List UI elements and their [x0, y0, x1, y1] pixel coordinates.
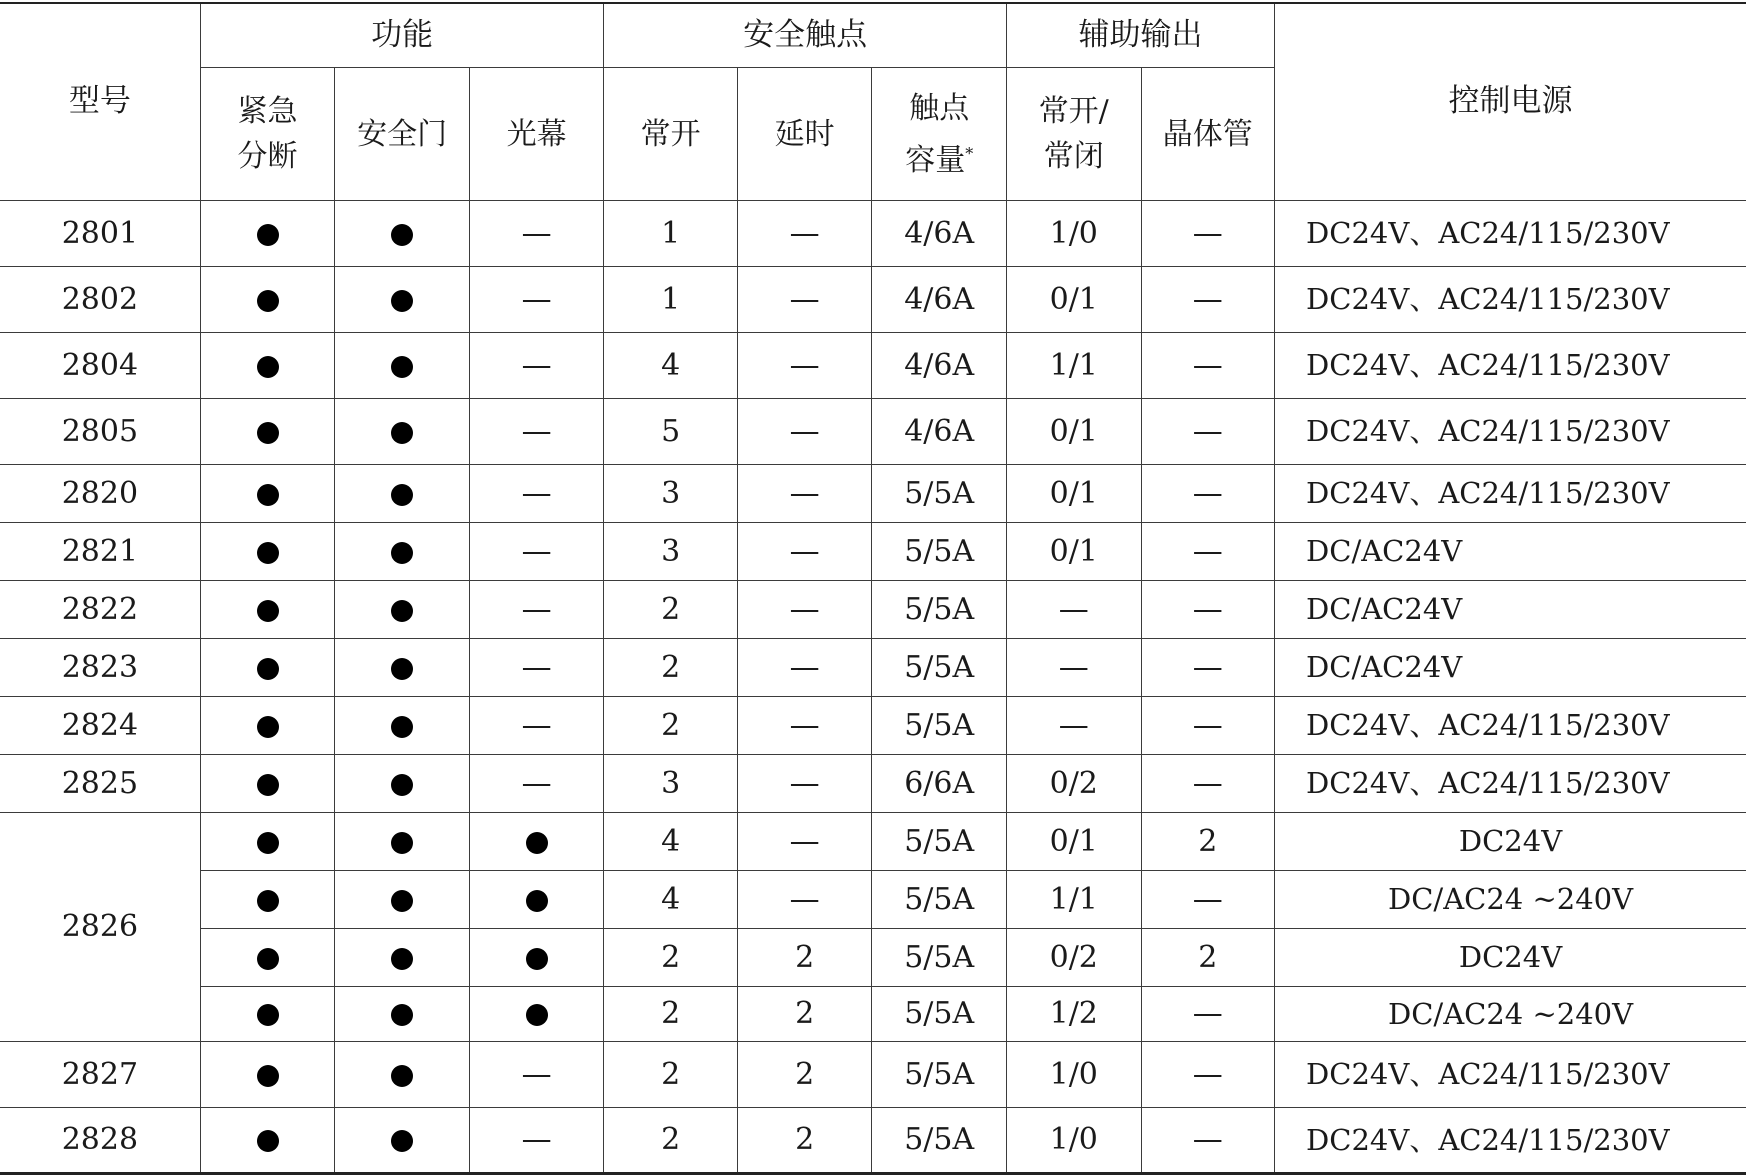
header-normally-open: 常开 — [604, 68, 738, 201]
aux-no-nc-cell: 0/1 — [1006, 267, 1141, 333]
footnote-mark: * — [965, 143, 974, 163]
table-row — [0, 201, 1746, 267]
light-curtain-cell — [469, 929, 604, 987]
delay-cell: — — [737, 755, 872, 813]
aux-no-nc-cell: 1/2 — [1006, 987, 1141, 1042]
control-power-cell: DC24V、AC24/115/230V — [1275, 755, 1746, 813]
capacity-cell: 4/6A — [872, 399, 1007, 465]
filled-dot-icon — [391, 290, 413, 312]
safety-door-cell — [335, 871, 470, 929]
safety-door-cell — [335, 581, 470, 639]
table-row — [0, 1108, 1746, 1174]
aux-no-nc-cell: 0/1 — [1006, 523, 1141, 581]
delay-cell: 2 — [737, 929, 872, 987]
aux-no-nc-cell: 0/1 — [1006, 813, 1141, 871]
filled-dot-icon — [391, 1130, 413, 1152]
transistor-cell: — — [1141, 465, 1275, 523]
table-row — [0, 333, 1746, 399]
delay-cell: — — [737, 465, 872, 523]
aux-no-nc-cell: 0/2 — [1006, 929, 1141, 987]
capacity-cell: 5/5A — [872, 987, 1007, 1042]
model-cell: 2827 — [0, 1042, 200, 1108]
aux-no-nc-cell: 1/1 — [1006, 333, 1141, 399]
filled-dot-icon — [257, 948, 279, 970]
filled-dot-icon — [391, 484, 413, 506]
transistor-cell: — — [1141, 697, 1275, 755]
safety-door-cell — [335, 697, 470, 755]
transistor-cell: 2 — [1141, 929, 1275, 987]
safety-door-cell — [335, 523, 470, 581]
header-aux-no-nc — [1006, 68, 1141, 201]
aux-no-nc-cell: 1/0 — [1006, 1108, 1141, 1174]
filled-dot-icon — [391, 356, 413, 378]
delay-cell: — — [737, 201, 872, 267]
filled-dot-icon — [257, 290, 279, 312]
control-power-cell: DC24V、AC24/115/230V — [1275, 1108, 1746, 1174]
aux-no-nc-cell: — — [1006, 639, 1141, 697]
header-safety-contacts-group: 安全触点 — [604, 3, 1007, 68]
table-row — [0, 987, 1746, 1042]
control-power-cell: DC/AC24V — [1275, 581, 1746, 639]
table-row — [0, 929, 1746, 987]
emergency-stop-cell — [200, 755, 335, 813]
normally-open-cell: 2 — [604, 1108, 738, 1174]
filled-dot-icon — [391, 1065, 413, 1087]
transistor-cell: — — [1141, 523, 1275, 581]
delay-cell: 2 — [737, 1108, 872, 1174]
transistor-cell: — — [1141, 1108, 1275, 1174]
filled-dot-icon — [391, 422, 413, 444]
table-row — [0, 813, 1746, 871]
filled-dot-icon — [257, 224, 279, 246]
safety-relay-spec-table — [0, 2, 1746, 1175]
delay-cell: 2 — [737, 1042, 872, 1108]
header-contact-capacity — [872, 68, 1007, 201]
model-cell: 2824 — [0, 697, 200, 755]
normally-open-cell: 1 — [604, 267, 738, 333]
delay-cell: — — [737, 697, 872, 755]
filled-dot-icon — [526, 832, 548, 854]
header-control-power: 控制电源 — [1275, 3, 1746, 201]
light-curtain-cell — [469, 871, 604, 929]
table-row — [0, 639, 1746, 697]
filled-dot-icon — [257, 890, 279, 912]
light-curtain-cell: — — [469, 755, 604, 813]
safety-door-cell — [335, 267, 470, 333]
safety-door-cell — [335, 987, 470, 1042]
normally-open-cell: 4 — [604, 333, 738, 399]
model-cell: 2822 — [0, 581, 200, 639]
control-power-cell: DC24V、AC24/115/230V — [1275, 333, 1746, 399]
filled-dot-icon — [391, 716, 413, 738]
filled-dot-icon — [391, 774, 413, 796]
transistor-cell: — — [1141, 581, 1275, 639]
safety-door-cell — [335, 1042, 470, 1108]
emergency-stop-cell — [200, 929, 335, 987]
safety-door-cell — [335, 755, 470, 813]
light-curtain-cell: — — [469, 581, 604, 639]
safety-door-cell — [335, 399, 470, 465]
aux-no-nc-cell: 1/0 — [1006, 201, 1141, 267]
normally-open-cell: 3 — [604, 465, 738, 523]
table-row — [0, 399, 1746, 465]
normally-open-cell: 2 — [604, 639, 738, 697]
control-power-cell: DC/AC24 ~240V — [1275, 871, 1746, 929]
header-model: 型号 — [0, 3, 200, 201]
filled-dot-icon — [391, 600, 413, 622]
light-curtain-cell: — — [469, 267, 604, 333]
light-curtain-cell: — — [469, 465, 604, 523]
capacity-cell: 4/6A — [872, 201, 1007, 267]
control-power-cell: DC24V、AC24/115/230V — [1275, 399, 1746, 465]
safety-door-cell — [335, 929, 470, 987]
transistor-cell: — — [1141, 755, 1275, 813]
table-row — [0, 1042, 1746, 1108]
table-row — [0, 465, 1746, 523]
capacity-cell: 5/5A — [872, 697, 1007, 755]
model-cell: 2802 — [0, 267, 200, 333]
filled-dot-icon — [257, 832, 279, 854]
table-row — [0, 267, 1746, 333]
table-body — [0, 201, 1746, 1174]
normally-open-cell: 2 — [604, 987, 738, 1042]
capacity-cell: 5/5A — [872, 581, 1007, 639]
emergency-stop-cell — [200, 639, 335, 697]
emergency-stop-cell — [200, 267, 335, 333]
light-curtain-cell: — — [469, 1042, 604, 1108]
light-curtain-cell — [469, 813, 604, 871]
control-power-cell: DC/AC24 ~240V — [1275, 987, 1746, 1042]
transistor-cell: — — [1141, 987, 1275, 1042]
control-power-cell: DC24V、AC24/115/230V — [1275, 697, 1746, 755]
delay-cell: — — [737, 333, 872, 399]
capacity-cell: 5/5A — [872, 871, 1007, 929]
table-row — [0, 871, 1746, 929]
normally-open-cell: 4 — [604, 813, 738, 871]
control-power-cell: DC/AC24V — [1275, 523, 1746, 581]
capacity-cell: 5/5A — [872, 465, 1007, 523]
filled-dot-icon — [257, 716, 279, 738]
safety-door-cell — [335, 1108, 470, 1174]
transistor-cell: 2 — [1141, 813, 1275, 871]
filled-dot-icon — [257, 422, 279, 444]
safety-door-cell — [335, 813, 470, 871]
light-curtain-cell — [469, 987, 604, 1042]
capacity-cell: 6/6A — [872, 755, 1007, 813]
filled-dot-icon — [391, 1004, 413, 1026]
capacity-cell: 4/6A — [872, 267, 1007, 333]
capacity-cell: 5/5A — [872, 929, 1007, 987]
normally-open-cell: 2 — [604, 1042, 738, 1108]
emergency-stop-cell — [200, 871, 335, 929]
header-emergency-line1: 紧急 — [237, 94, 298, 129]
model-cell: 2804 — [0, 333, 200, 399]
emergency-stop-cell — [200, 399, 335, 465]
emergency-stop-cell — [200, 987, 335, 1042]
header-safety-door: 安全门 — [335, 68, 470, 201]
control-power-cell: DC24V — [1275, 929, 1746, 987]
filled-dot-icon — [391, 832, 413, 854]
light-curtain-cell: — — [469, 697, 604, 755]
header-aux-output-group: 辅助输出 — [1006, 3, 1274, 68]
normally-open-cell: 2 — [604, 581, 738, 639]
filled-dot-icon — [257, 356, 279, 378]
table-row — [0, 697, 1746, 755]
header-aux-no-nc-line1: 常开/ — [1038, 94, 1109, 129]
capacity-cell: 5/5A — [872, 813, 1007, 871]
safety-door-cell — [335, 201, 470, 267]
transistor-cell: — — [1141, 267, 1275, 333]
control-power-cell: DC24V — [1275, 813, 1746, 871]
safety-door-cell — [335, 639, 470, 697]
control-power-cell: DC24V、AC24/115/230V — [1275, 267, 1746, 333]
table-row — [0, 581, 1746, 639]
transistor-cell: — — [1141, 871, 1275, 929]
filled-dot-icon — [391, 948, 413, 970]
transistor-cell: — — [1141, 399, 1275, 465]
control-power-cell: DC/AC24V — [1275, 639, 1746, 697]
safety-door-cell — [335, 465, 470, 523]
normally-open-cell: 2 — [604, 929, 738, 987]
delay-cell: — — [737, 523, 872, 581]
table-row — [0, 523, 1746, 581]
normally-open-cell: 1 — [604, 201, 738, 267]
emergency-stop-cell — [200, 333, 335, 399]
aux-no-nc-cell: 1/1 — [1006, 871, 1141, 929]
safety-door-cell — [335, 333, 470, 399]
aux-no-nc-cell: 1/0 — [1006, 1042, 1141, 1108]
emergency-stop-cell — [200, 523, 335, 581]
emergency-stop-cell — [200, 581, 335, 639]
filled-dot-icon — [257, 1130, 279, 1152]
header-delay: 延时 — [737, 68, 872, 201]
delay-cell: 2 — [737, 987, 872, 1042]
table-row — [0, 755, 1746, 813]
model-cell: 2805 — [0, 399, 200, 465]
model-cell: 2821 — [0, 523, 200, 581]
capacity-cell: 5/5A — [872, 639, 1007, 697]
emergency-stop-cell — [200, 697, 335, 755]
transistor-cell: — — [1141, 639, 1275, 697]
normally-open-cell: 2 — [604, 697, 738, 755]
capacity-cell: 5/5A — [872, 1042, 1007, 1108]
control-power-cell: DC24V、AC24/115/230V — [1275, 1042, 1746, 1108]
light-curtain-cell: — — [469, 639, 604, 697]
model-cell: 2823 — [0, 639, 200, 697]
filled-dot-icon — [391, 542, 413, 564]
header-transistor: 晶体管 — [1141, 68, 1275, 201]
delay-cell: — — [737, 639, 872, 697]
filled-dot-icon — [526, 890, 548, 912]
light-curtain-cell: — — [469, 201, 604, 267]
header-emergency-line2: 分断 — [237, 139, 298, 174]
emergency-stop-cell — [200, 201, 335, 267]
header-emergency-stop — [200, 68, 335, 201]
light-curtain-cell: — — [469, 523, 604, 581]
emergency-stop-cell — [200, 813, 335, 871]
control-power-cell: DC24V、AC24/115/230V — [1275, 201, 1746, 267]
light-curtain-cell: — — [469, 399, 604, 465]
header-aux-no-nc-line2: 常闭 — [1043, 139, 1104, 174]
filled-dot-icon — [257, 600, 279, 622]
delay-cell: — — [737, 581, 872, 639]
header-function-group: 功能 — [200, 3, 604, 68]
filled-dot-icon — [257, 774, 279, 796]
aux-no-nc-cell: 0/1 — [1006, 465, 1141, 523]
emergency-stop-cell — [200, 1042, 335, 1108]
model-cell: 2820 — [0, 465, 200, 523]
light-curtain-cell: — — [469, 1108, 604, 1174]
normally-open-cell: 3 — [604, 523, 738, 581]
model-cell: 2826 — [0, 813, 200, 1042]
transistor-cell: — — [1141, 333, 1275, 399]
filled-dot-icon — [257, 658, 279, 680]
model-cell: 2825 — [0, 755, 200, 813]
aux-no-nc-cell: — — [1006, 581, 1141, 639]
normally-open-cell: 4 — [604, 871, 738, 929]
header-capacity-line2: 容量 — [905, 142, 966, 178]
normally-open-cell: 3 — [604, 755, 738, 813]
control-power-cell: DC24V、AC24/115/230V — [1275, 465, 1746, 523]
filled-dot-icon — [391, 658, 413, 680]
light-curtain-cell: — — [469, 333, 604, 399]
filled-dot-icon — [257, 542, 279, 564]
capacity-cell: 5/5A — [872, 1108, 1007, 1174]
normally-open-cell: 5 — [604, 399, 738, 465]
filled-dot-icon — [391, 224, 413, 246]
transistor-cell: — — [1141, 201, 1275, 267]
capacity-cell: 5/5A — [872, 523, 1007, 581]
filled-dot-icon — [257, 1004, 279, 1026]
aux-no-nc-cell: — — [1006, 697, 1141, 755]
delay-cell: — — [737, 399, 872, 465]
delay-cell: — — [737, 813, 872, 871]
aux-no-nc-cell: 0/2 — [1006, 755, 1141, 813]
header-light-curtain: 光幕 — [469, 68, 604, 201]
aux-no-nc-cell: 0/1 — [1006, 399, 1141, 465]
emergency-stop-cell — [200, 465, 335, 523]
model-cell: 2801 — [0, 201, 200, 267]
filled-dot-icon — [526, 948, 548, 970]
model-cell: 2828 — [0, 1108, 200, 1174]
transistor-cell: — — [1141, 1042, 1275, 1108]
filled-dot-icon — [391, 890, 413, 912]
delay-cell: — — [737, 871, 872, 929]
filled-dot-icon — [526, 1004, 548, 1026]
capacity-cell: 4/6A — [872, 333, 1007, 399]
filled-dot-icon — [257, 484, 279, 506]
emergency-stop-cell — [200, 1108, 335, 1174]
header-capacity-line1: 触点 — [909, 90, 970, 126]
filled-dot-icon — [257, 1065, 279, 1087]
delay-cell: — — [737, 267, 872, 333]
